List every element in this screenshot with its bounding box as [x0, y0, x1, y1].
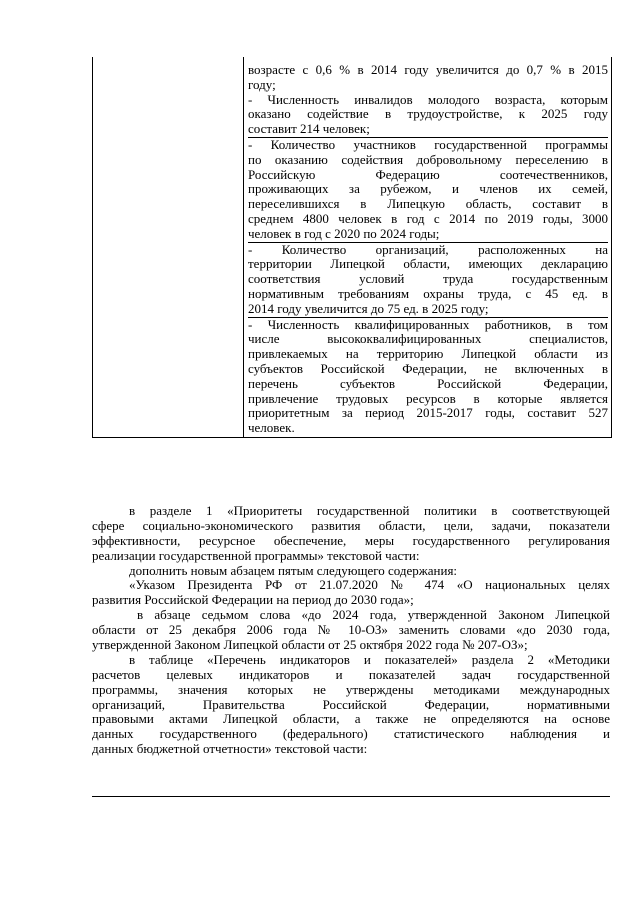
table-right-cell — [244, 57, 611, 437]
table-line: человек в год с 2020 по 2024 годы; — [248, 227, 608, 243]
table-line: приоритетным за период 2015-2017 годы, составит 527 — [248, 406, 608, 421]
table-line: - Количество участников государственной программы — [248, 137, 608, 152]
table-line: соответствия условий труда государственным — [248, 272, 608, 287]
body-line: эффективности, ресурсное обеспечение, меры государственного регулирования — [92, 533, 610, 548]
table-line: числе высококвалифицированных специалистов, — [248, 332, 608, 347]
table-line: человек. — [248, 421, 295, 436]
body-line: данных бюджетной отчетности» текстовой части: — [92, 742, 368, 757]
table-line: переселившихся в Липецкую область, составит в — [248, 197, 608, 212]
table-line: проживающих за рубежом, и членов их семей, — [248, 182, 608, 197]
body-line: области от 25 декабря 2006 года № 10-ОЗ» заменить словами «до 2030 года, — [92, 623, 610, 638]
body-line: сфере социально-экономического развития области, цели, задачи, показатели — [92, 518, 610, 533]
document-body — [92, 504, 610, 757]
body-line: «Указом Президента РФ от 21.07.2020 № 474 «О национальных целях — [129, 578, 610, 593]
table-line: привлечение трудовых ресурсов в которые является — [248, 391, 608, 406]
table-line: - Численность квалифицированных работников, в том — [248, 317, 608, 332]
table-line: составит 214 человек; — [248, 122, 608, 138]
table-line: субъектов Российской Федерации, не включенных в — [248, 361, 608, 376]
table-line: нормативным требованиям охраны труда, с 45 ед. в — [248, 286, 608, 301]
table-line: Российскую Федерацию соотечественников, — [248, 167, 608, 182]
table-left-cell — [93, 57, 244, 437]
table-line: привлекаемых на территорию Липецкой области из — [248, 347, 608, 362]
body-line: организаций, Правительства Российской Федерации, нормативными — [92, 697, 610, 712]
body-line: программы, значения которых не утверждены методиками международных — [92, 682, 610, 697]
body-line: развития Российской Федерации на период до 2030 года»; — [92, 593, 414, 608]
table-line: среднем 4800 человек в год с 2014 по 2019 годы, 3000 — [248, 211, 608, 226]
table-line: по оказанию содействия добровольному переселению в — [248, 152, 608, 167]
body-line: правовыми актами Липецкой области, а также не определяются на основе — [92, 712, 610, 727]
body-line: в таблице «Перечень индикаторов и показателей» раздела 2 «Методики — [129, 652, 610, 667]
table-line: территории Липецкой области, имеющих декларацию — [248, 257, 608, 272]
table-line: возрасте с 0,6 % в 2014 году увеличится до 0,7 % в 2015 — [248, 63, 608, 77]
table-line: году; — [248, 77, 276, 92]
table-line: 2014 году увеличится до 75 ед. в 2025 году; — [248, 302, 608, 318]
body-line: в разделе 1 «Приоритеты государственной политики в соответствующей — [129, 504, 610, 518]
table-line: - Количество организаций, расположенных на — [248, 242, 608, 257]
body-line: реализации государственной программы» текстовой части: — [92, 548, 420, 563]
bottom-rule — [92, 796, 610, 797]
body-line: утвержденной Законом Липецкой области от 25 октября 2022 года № 207-ОЗ»; — [92, 638, 528, 653]
table-line: перечень субъектов Российской Федерации, — [248, 376, 608, 391]
table-line: оказано содействие в трудоустройстве, к 2025 году — [248, 107, 608, 122]
table-line: - Численность инвалидов молодого возраста, которым — [248, 92, 608, 107]
body-line: данных государственного (федерального) статистического наблюдения и — [92, 727, 610, 742]
body-line: расчетов целевых индикаторов и показателей задач государственной — [92, 667, 610, 682]
body-line: в абзаце седьмом слова «до 2024 года, утвержденной Законом Липецкой — [137, 608, 610, 623]
body-line: дополнить новым абзацем пятым следующего содержания: — [129, 563, 458, 578]
indicators-table — [92, 57, 612, 438]
